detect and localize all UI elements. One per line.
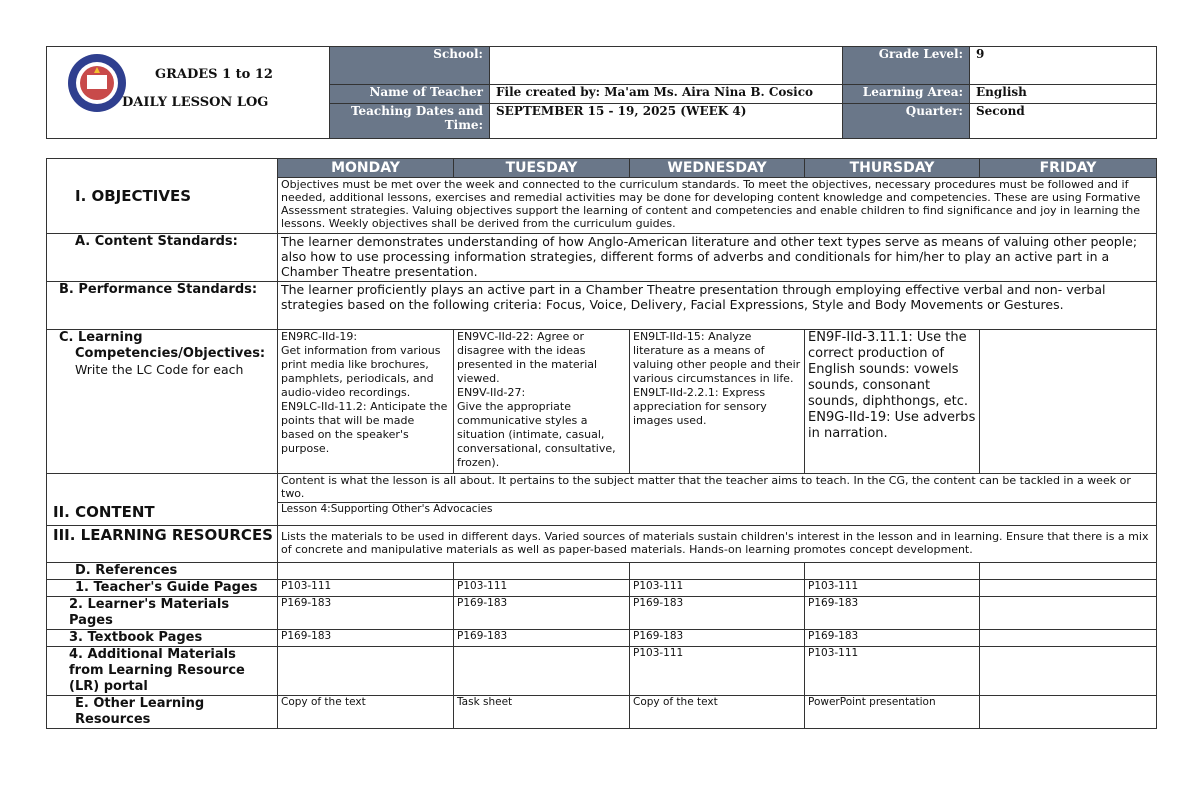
learning-area-value: English [970,85,1157,103]
deped-seal-icon [67,53,127,113]
other-tuesday: Task sheet [454,696,630,729]
logo-cell [47,47,330,139]
day-wednesday: WEDNESDAY [630,159,805,178]
performance-standards-text: The learner proficiently plays an active part in a Chamber Theatre presentation through employing effective verbal and non- verbal strategies based on the following criteria: Focus, Voice, Delivery, Facial Expressions, Style and Body Movements or Gestures. [278,282,1157,330]
lm-tuesday: P169-183 [454,597,630,630]
content-text: Content is what the lesson is all about. It pertains to the subject matter that the teacher aims to teach. In the CG, the content can be tackled in a week or two. [278,474,1157,503]
tb-thursday: P169-183 [805,630,980,647]
lesson-log-table [46,158,1157,729]
add-tuesday [454,647,630,696]
content-label: II. CONTENT [47,474,278,526]
grades-title: GRADES 1 to 12 [155,67,273,82]
dates-label: Teaching Dates and Time: [330,103,490,138]
competency-friday [980,330,1157,474]
lm-thursday: P169-183 [805,597,980,630]
quarter-label: Quarter: [843,103,970,138]
add-wednesday: P103-111 [630,647,805,696]
competency-tuesday: EN9VC-IId-22: Agree or disagree with the ideas presented in the material viewed. EN9V-IId-27: Give the appropriate communicative styles a situation (intimate, casual, conversational, consultative, frozen). [454,330,630,474]
references-monday [278,563,454,580]
competencies-label-c: Write the LC Code for each [75,362,244,377]
competency-wednesday: EN9LT-IId-15: Analyze literature as a means of valuing other people and their various circumstances in life. EN9LT-IId-2.2.1: Express appreciation for sensory images used. [630,330,805,474]
day-tuesday: TUESDAY [454,159,630,178]
resources-label: III. LEARNING RESOURCES [47,526,278,563]
references-wednesday [630,563,805,580]
teacher-value: File created by: Ma'am Ms. Aira Nina B. Cosico [490,85,843,103]
log-title: DAILY LESSON LOG [122,95,269,110]
tb-friday [980,630,1157,647]
references-thursday [805,563,980,580]
lm-friday [980,597,1157,630]
references-label: D. References [47,563,278,580]
objectives-text: Objectives must be met over the week and connected to the curriculum standards. To meet the objectives, necessary procedures must be followed and if needed, additional lessons, exercises and remedial activities may be done for developing content knowledge and competencies. These are using Formative Assessment strategies. Valuing objectives support the learning of content and competencies and enable children to find significance and joy in learning the lessons. Weekly objectives shall be derived from the curriculum guides. [278,178,1157,234]
add-monday [278,647,454,696]
other-monday: Copy of the text [278,696,454,729]
lm-wednesday: P169-183 [630,597,805,630]
header-table [46,46,1157,139]
tg-label: 1. Teacher's Guide Pages [47,580,278,597]
lm-monday: P169-183 [278,597,454,630]
day-monday: MONDAY [278,159,454,178]
quarter-value: Second [970,103,1157,138]
competencies-label-b: Competencies/Objectives: [75,346,266,361]
tg-monday: P103-111 [278,580,454,597]
other-friday [980,696,1157,729]
school-value [490,47,843,85]
additional-label: 4. Additional Materials from Learning Resource (LR) portal [47,647,278,696]
content-standards-label: A. Content Standards: [47,234,278,282]
tb-tuesday: P169-183 [454,630,630,647]
tg-friday [980,580,1157,597]
performance-standards-label: B. Performance Standards: [47,282,278,330]
grade-level-value: 9 [970,47,1157,85]
tg-thursday: P103-111 [805,580,980,597]
content-standards-text: The learner demonstrates understanding of how Anglo-American literature and other text types serve as means of valuing other people; also how to use processing information strategies, different forms of adverbs and conditionals for him/her to play an active part in a Chamber Theatre presentation. [278,234,1157,282]
references-tuesday [454,563,630,580]
day-thursday: THURSDAY [805,159,980,178]
day-friday: FRIDAY [980,159,1157,178]
competency-monday: EN9RC-IId-19: Get information from various print media like brochures, pamphlets, periodicals, and audio-video recordings. EN9LC-IId-11.2: Anticipate the points that will be made based on the speaker's purpose. [278,330,454,474]
tg-tuesday: P103-111 [454,580,630,597]
objectives-label: I. OBJECTIVES [47,159,278,234]
other-wednesday: Copy of the text [630,696,805,729]
dates-value: SEPTEMBER 15 - 19, 2025 (WEEK 4) [490,103,843,138]
other-thursday: PowerPoint presentation [805,696,980,729]
competencies-label-a: C. Learning [59,330,143,345]
teacher-label: Name of Teacher [330,85,490,103]
other-resources-label: E. Other Learning Resources [47,696,278,729]
grade-level-label: Grade Level: [843,47,970,85]
add-thursday: P103-111 [805,647,980,696]
school-label: School: [330,47,490,85]
competency-thursday: EN9F-IId-3.11.1: Use the correct production of English sounds: vowels sounds, consonant sounds, diphthongs, etc. EN9G-IId-19: Use adverbs in narration. [805,330,980,474]
resources-text: Lists the materials to be used in different days. Varied sources of materials sustain children's interest in the lesson and in learning. Ensure that there is a mix of concrete and manipulative materials as well as paper-based materials. Hands-on learning promotes concept development. [278,526,1157,563]
lm-label: 2. Learner's Materials Pages [47,597,278,630]
learning-area-label: Learning Area: [843,85,970,103]
tb-label: 3. Textbook Pages [47,630,278,647]
tb-wednesday: P169-183 [630,630,805,647]
references-friday [980,563,1157,580]
content-lesson: Lesson 4:Supporting Other's Advocacies [278,503,1157,526]
tg-wednesday: P103-111 [630,580,805,597]
add-friday [980,647,1157,696]
competencies-label [47,330,278,474]
tb-monday: P169-183 [278,630,454,647]
